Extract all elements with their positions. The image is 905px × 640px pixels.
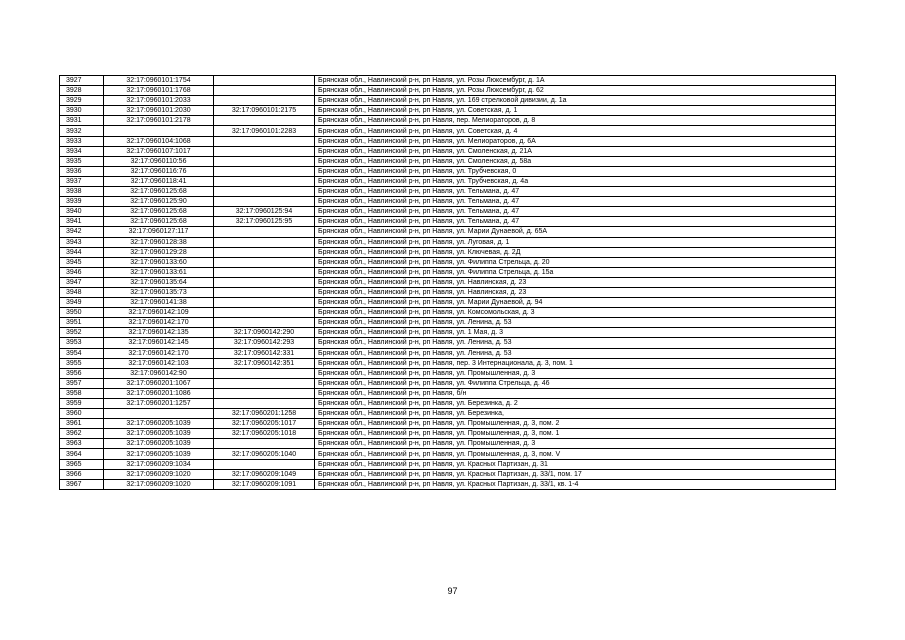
cadastral-number-cell: 32:17:0960142:109 [104,308,214,318]
row-number-cell: 3962 [60,429,104,439]
cadastral-number-cell: 32:17:0960142:103 [104,358,214,368]
table-row [60,479,836,489]
table-row [60,207,836,217]
row-number-cell: 3961 [60,419,104,429]
linked-cadastral-number-cell [214,267,315,277]
cadastral-number-cell: 32:17:0960125:68 [104,187,214,197]
table-row [60,409,836,419]
address-cell: Брянская обл., Навлинский р-н, рп Навля, ул. Тельмана, д. 47 [315,187,836,197]
cadastral-number-cell: 32:17:0960201:1067 [104,378,214,388]
property-registry-body [60,76,836,490]
linked-cadastral-number-cell [214,247,315,257]
table-row [60,96,836,106]
linked-cadastral-number-cell [214,146,315,156]
linked-cadastral-number-cell [214,388,315,398]
row-number-cell: 3928 [60,86,104,96]
row-number-cell: 3943 [60,237,104,247]
address-cell: Брянская обл., Навлинский р-н, рп Навля, ул. Филиппа Стрельца, д. 46 [315,378,836,388]
address-cell: Брянская обл., Навлинский р-н, рп Навля, ул. Розы Люксембург, д. 1А [315,76,836,86]
linked-cadastral-number-cell: 32:17:0960209:1091 [214,479,315,489]
cadastral-number-cell [104,126,214,136]
table-row [60,328,836,338]
row-number-cell: 3955 [60,358,104,368]
cadastral-number-cell: 32:17:0960209:1020 [104,469,214,479]
linked-cadastral-number-cell [214,318,315,328]
cadastral-number-cell: 32:17:0960128:38 [104,237,214,247]
cadastral-number-cell: 32:17:0960101:2033 [104,96,214,106]
linked-cadastral-number-cell: 32:17:0960205:1040 [214,449,315,459]
linked-cadastral-number-cell: 32:17:0960142:290 [214,328,315,338]
table-row [60,308,836,318]
table-row [60,287,836,297]
cadastral-number-cell: 32:17:0960201:1086 [104,388,214,398]
linked-cadastral-number-cell [214,96,315,106]
address-cell: Брянская обл., Навлинский р-н, рп Навля, ул. Тельмана, д. 47 [315,217,836,227]
linked-cadastral-number-cell: 32:17:0960205:1018 [214,429,315,439]
address-cell: Брянская обл., Навлинский р-н, рп Навля, ул. 1 Мая, д. 3 [315,328,836,338]
linked-cadastral-number-cell [214,308,315,318]
linked-cadastral-number-cell [214,287,315,297]
address-cell: Брянская обл., Навлинский р-н, рп Навля, ул. Советская, д. 4 [315,126,836,136]
address-cell: Брянская обл., Навлинский р-н, рп Навля, ул. Советская, д. 1 [315,106,836,116]
row-number-cell: 3940 [60,207,104,217]
address-cell: Брянская обл., Навлинский р-н, рп Навля, ул. Трубчевская, 0 [315,166,836,176]
address-cell: Брянская обл., Навлинский р-н, рп Навля, ул. Филиппа Стрельца, д. 20 [315,257,836,267]
address-cell: Брянская обл., Навлинский р-н, рп Навля, ул. Тельмана, д. 47 [315,207,836,217]
address-cell: Брянская обл., Навлинский р-н, рп Навля, ул. Промышленная, д. 3, пом. 1 [315,429,836,439]
row-number-cell: 3966 [60,469,104,479]
row-number-cell: 3945 [60,257,104,267]
property-registry-table [59,75,836,490]
row-number-cell: 3927 [60,76,104,86]
table-row [60,449,836,459]
cadastral-number-cell: 32:17:0960205:1039 [104,419,214,429]
table-row [60,237,836,247]
table-row [60,176,836,186]
row-number-cell: 3948 [60,287,104,297]
address-cell: Брянская обл., Навлинский р-н, рп Навля, пер. Мелиораторов, д. 8 [315,116,836,126]
table-row [60,388,836,398]
page-number: 97 [447,586,458,596]
address-cell: Брянская обл., Навлинский р-н, рп Навля, ул. Красных Партизан, д. 33/1, пом. 17 [315,469,836,479]
cadastral-number-cell: 32:17:0960107:1017 [104,146,214,156]
cadastral-number-cell: 32:17:0960142:135 [104,328,214,338]
address-cell: Брянская обл., Навлинский р-н, рп Навля, ул. Марии Дунаевой, д. 94 [315,298,836,308]
row-number-cell: 3954 [60,348,104,358]
row-number-cell: 3949 [60,298,104,308]
cadastral-number-cell: 32:17:0960133:61 [104,267,214,277]
row-number-cell: 3957 [60,378,104,388]
table-row [60,187,836,197]
table-row [60,166,836,176]
address-cell: Брянская обл., Навлинский р-н, рп Навля, б/н [315,388,836,398]
row-number-cell: 3933 [60,136,104,146]
table-row [60,348,836,358]
row-number-cell: 3959 [60,399,104,409]
linked-cadastral-number-cell [214,399,315,409]
table-row [60,126,836,136]
row-number-cell: 3952 [60,328,104,338]
table-row [60,358,836,368]
row-number-cell: 3946 [60,267,104,277]
row-number-cell: 3937 [60,176,104,186]
row-number-cell: 3934 [60,146,104,156]
cadastral-number-cell: 32:17:0960209:1020 [104,479,214,489]
linked-cadastral-number-cell [214,176,315,186]
table-row [60,217,836,227]
row-number-cell: 3931 [60,116,104,126]
linked-cadastral-number-cell: 32:17:0960142:351 [214,358,315,368]
address-cell: Брянская обл., Навлинский р-н, рп Навля, ул. Трубчевская, д. 4а [315,176,836,186]
linked-cadastral-number-cell [214,368,315,378]
linked-cadastral-number-cell: 32:17:0960125:95 [214,217,315,227]
cadastral-number-cell: 32:17:0960118:41 [104,176,214,186]
cadastral-number-cell: 32:17:0960142:145 [104,338,214,348]
cadastral-number-cell [104,409,214,419]
address-cell: Брянская обл., Навлинский р-н, рп Навля, ул. Ленина, д. 53 [315,338,836,348]
row-number-cell: 3936 [60,166,104,176]
table-row [60,429,836,439]
row-number-cell: 3944 [60,247,104,257]
linked-cadastral-number-cell [214,257,315,267]
cadastral-number-cell: 32:17:0960125:90 [104,197,214,207]
linked-cadastral-number-cell [214,277,315,287]
table-row [60,338,836,348]
linked-cadastral-number-cell: 32:17:0960201:1258 [214,409,315,419]
cadastral-number-cell: 32:17:0960205:1039 [104,449,214,459]
linked-cadastral-number-cell [214,76,315,86]
row-number-cell: 3930 [60,106,104,116]
row-number-cell: 3953 [60,338,104,348]
cadastral-number-cell: 32:17:0960116:76 [104,166,214,176]
row-number-cell: 3947 [60,277,104,287]
table-row [60,197,836,207]
address-cell: Брянская обл., Навлинский р-н, рп Навля, ул. Промышленная, д. 3, пом. 2 [315,419,836,429]
linked-cadastral-number-cell [214,166,315,176]
cadastral-number-cell: 32:17:0960205:1039 [104,429,214,439]
linked-cadastral-number-cell [214,86,315,96]
linked-cadastral-number-cell [214,156,315,166]
address-cell: Брянская обл., Навлинский р-н, рп Навля, ул. Марии Дунаевой, д. 65А [315,227,836,237]
address-cell: Брянская обл., Навлинский р-н, рп Навля, ул. Березинка, [315,409,836,419]
row-number-cell: 3964 [60,449,104,459]
address-cell: Брянская обл., Навлинский р-н, рп Навля, ул. Ленина, д. 53 [315,348,836,358]
linked-cadastral-number-cell [214,187,315,197]
address-cell: Брянская обл., Навлинский р-н, рп Навля, ул. Березинка, д. 2 [315,399,836,409]
row-number-cell: 3939 [60,197,104,207]
cadastral-number-cell: 32:17:0960135:64 [104,277,214,287]
address-cell: Брянская обл., Навлинский р-н, рп Навля, ул. Розы Люксембург, д. 62 [315,86,836,96]
address-cell: Брянская обл., Навлинский р-н, рп Навля, ул. Промышленная, д. 3 [315,368,836,378]
table-row [60,459,836,469]
address-cell: Брянская обл., Навлинский р-н, рп Навля, ул. Тельмана, д. 47 [315,197,836,207]
linked-cadastral-number-cell [214,136,315,146]
row-number-cell: 3965 [60,459,104,469]
table-row [60,146,836,156]
address-cell: Брянская обл., Навлинский р-н, рп Навля, ул. Ключевая, д. 2Д [315,247,836,257]
address-cell: Брянская обл., Навлинский р-н, рп Навля, ул. Комсомольская, д. 3 [315,308,836,318]
table-row [60,257,836,267]
linked-cadastral-number-cell [214,439,315,449]
cadastral-number-cell: 32:17:0960133:60 [104,257,214,267]
address-cell: Брянская обл., Навлинский р-н, рп Навля, ул. Навлинская, д. 23 [315,277,836,287]
cadastral-number-cell: 32:17:0960209:1034 [104,459,214,469]
address-cell: Брянская обл., Навлинский р-н, рп Навля, ул. Филиппа Стрельца, д. 15а [315,267,836,277]
table-row [60,378,836,388]
row-number-cell: 3935 [60,156,104,166]
row-number-cell: 3941 [60,217,104,227]
table-row [60,247,836,257]
row-number-cell: 3951 [60,318,104,328]
table-row [60,267,836,277]
linked-cadastral-number-cell [214,116,315,126]
linked-cadastral-number-cell: 32:17:0960101:2175 [214,106,315,116]
cadastral-number-cell: 32:17:0960142:90 [104,368,214,378]
cadastral-number-cell: 32:17:0960101:1768 [104,86,214,96]
linked-cadastral-number-cell: 32:17:0960205:1017 [214,419,315,429]
address-cell: Брянская обл., Навлинский р-н, рп Навля, пер. 3 Интернационала, д. 3, пом. 1 [315,358,836,368]
address-cell: Брянская обл., Навлинский р-н, рп Навля, ул. Луговая, д. 1 [315,237,836,247]
row-number-cell: 3950 [60,308,104,318]
linked-cadastral-number-cell: 32:17:0960125:94 [214,207,315,217]
cadastral-number-cell: 32:17:0960125:68 [104,207,214,217]
address-cell: Брянская обл., Навлинский р-н, рп Навля, ул. Мелиораторов, д. 6А [315,136,836,146]
linked-cadastral-number-cell [214,298,315,308]
address-cell: Брянская обл., Навлинский р-н, рп Навля, ул. Промышленная, д. 3, пом. V [315,449,836,459]
table-row [60,399,836,409]
table-row [60,277,836,287]
cadastral-number-cell: 32:17:0960104:1068 [104,136,214,146]
table-row [60,368,836,378]
row-number-cell: 3958 [60,388,104,398]
address-cell: Брянская обл., Навлинский р-н, рп Навля, ул. Красных Партизан, д. 31 [315,459,836,469]
row-number-cell: 3942 [60,227,104,237]
cadastral-number-cell: 32:17:0960127:117 [104,227,214,237]
row-number-cell: 3938 [60,187,104,197]
table-row [60,318,836,328]
table-row [60,136,836,146]
linked-cadastral-number-cell [214,378,315,388]
table-row [60,439,836,449]
cadastral-number-cell: 32:17:0960205:1039 [104,439,214,449]
table-row [60,76,836,86]
cadastral-number-cell: 32:17:0960201:1257 [104,399,214,409]
cadastral-number-cell: 32:17:0960129:28 [104,247,214,257]
row-number-cell: 3956 [60,368,104,378]
cadastral-number-cell: 32:17:0960142:170 [104,318,214,328]
row-number-cell: 3960 [60,409,104,419]
table-row [60,106,836,116]
address-cell: Брянская обл., Навлинский р-н, рп Навля, ул. Красных Партизан, д. 33/1, кв. 1-4 [315,479,836,489]
address-cell: Брянская обл., Навлинский р-н, рп Навля, ул. Промышленная, д. 3 [315,439,836,449]
linked-cadastral-number-cell: 32:17:0960101:2283 [214,126,315,136]
row-number-cell: 3929 [60,96,104,106]
cadastral-number-cell: 32:17:0960101:1754 [104,76,214,86]
table-row [60,469,836,479]
address-cell: Брянская обл., Навлинский р-н, рп Навля, ул. Ленина, д. 53 [315,318,836,328]
table-row [60,156,836,166]
linked-cadastral-number-cell: 32:17:0960142:293 [214,338,315,348]
cadastral-number-cell: 32:17:0960110:56 [104,156,214,166]
cadastral-number-cell: 32:17:0960135:73 [104,287,214,297]
row-number-cell: 3963 [60,439,104,449]
table-row [60,419,836,429]
row-number-cell: 3967 [60,479,104,489]
address-cell: Брянская обл., Навлинский р-н, рп Навля, ул. Смоленская, д. 21А [315,146,836,156]
linked-cadastral-number-cell [214,197,315,207]
cadastral-number-cell: 32:17:0960101:2030 [104,106,214,116]
linked-cadastral-number-cell: 32:17:0960209:1049 [214,469,315,479]
address-cell: Брянская обл., Навлинский р-н, рп Навля, ул. Навлинская, д. 23 [315,287,836,297]
address-cell: Брянская обл., Навлинский р-н, рп Навля, ул. Смоленская, д. 58а [315,156,836,166]
row-number-cell: 3932 [60,126,104,136]
table-row [60,86,836,96]
linked-cadastral-number-cell: 32:17:0960142:331 [214,348,315,358]
table-row [60,298,836,308]
cadastral-number-cell: 32:17:0960101:2178 [104,116,214,126]
linked-cadastral-number-cell [214,237,315,247]
cadastral-number-cell: 32:17:0960141:38 [104,298,214,308]
address-cell: Брянская обл., Навлинский р-н, рп Навля, ул. 169 стрелковой дивизии, д. 1а [315,96,836,106]
table-row [60,116,836,126]
cadastral-number-cell: 32:17:0960125:68 [104,217,214,227]
table-row [60,227,836,237]
linked-cadastral-number-cell [214,227,315,237]
linked-cadastral-number-cell [214,459,315,469]
cadastral-number-cell: 32:17:0960142:170 [104,348,214,358]
